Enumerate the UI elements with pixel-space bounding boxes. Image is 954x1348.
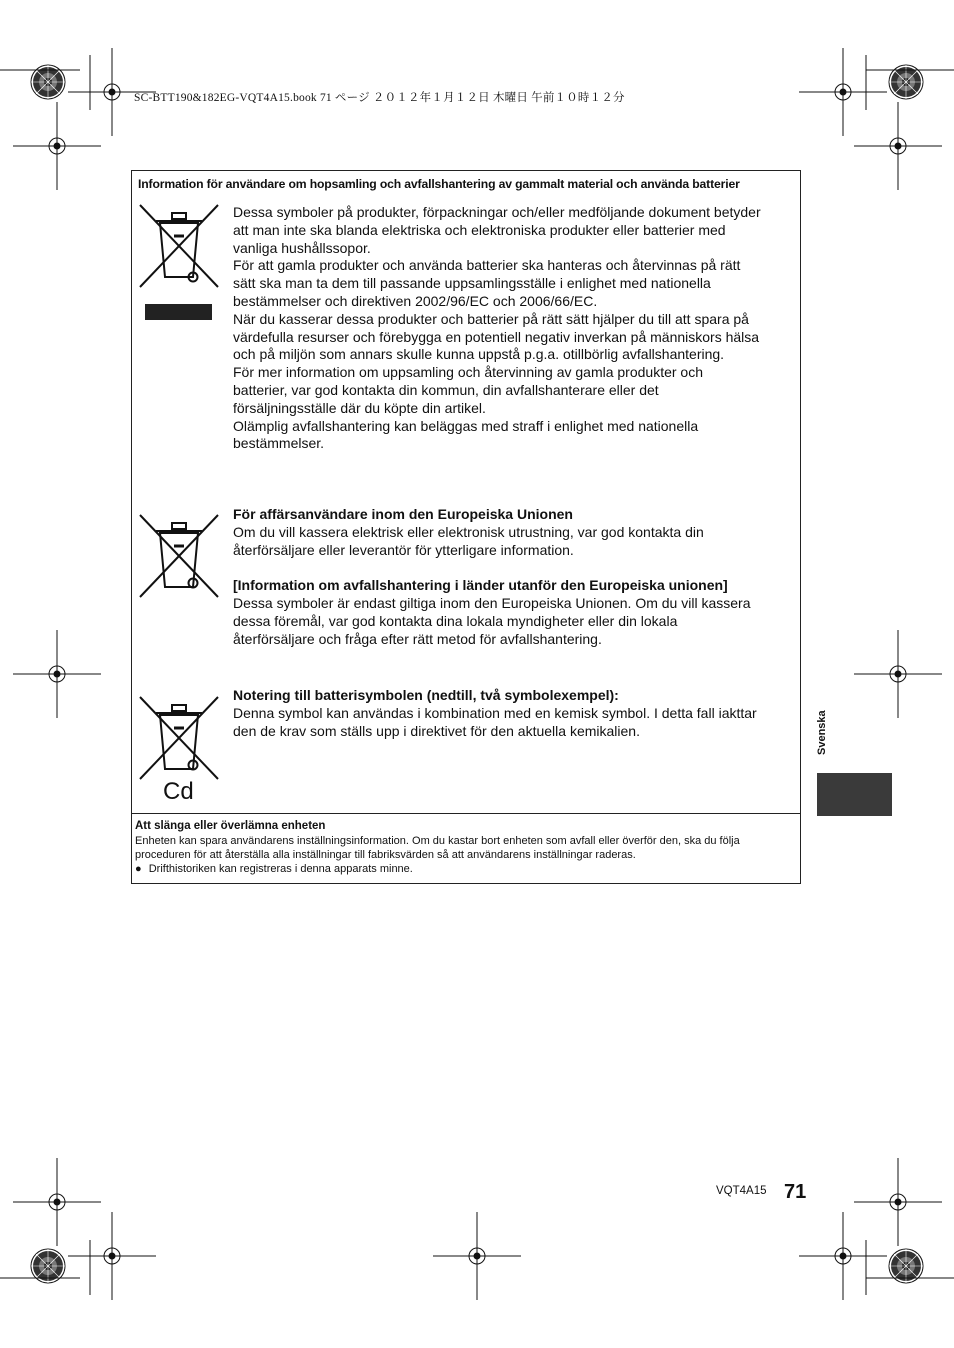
registration-mark-icon [854,102,942,190]
separator-bar [145,304,212,320]
language-label: Svenska [816,710,828,755]
text-line: För mer information om uppsamling och återvinning av gamla produkter och [233,364,704,381]
registration-mark-icon [13,102,101,190]
section2-heading: För affärsanvändare inom den Europeiska Unionen [233,506,573,522]
text-line: sätt ska man ta dem till passande uppsamlingsställe i enlighet med nationella [233,275,711,292]
text-line: Dessa symboler på produkter, förpackningar och/eller medföljande dokument betyder [233,204,761,220]
bullet-icon: ● [135,863,142,875]
text-line: och på miljön som annars skulle kunna uppstå p.g.a. otillbörlig avfallshantering. [233,346,725,363]
print-header-line: SC-BTT190&182EG-VQT4A15.book 71 ページ ２０１２年１月１２日 木曜日 午前１０時１２分 [134,92,625,104]
crossed-out-wheelie-bin-icon [138,695,220,781]
text-line: den de krav som ställs upp i direktivet för den aktuella kemikalien. [233,722,640,739]
text-line: bestämmelser. [233,435,325,452]
text-line: batterier, var god kontakta din kommun, din avfallshanterare eller det [233,381,659,398]
registration-mark-icon [854,1158,942,1246]
text-line: För att gamla produkter och använda batterier ska hanteras och återvinnas på rätt [233,257,741,274]
text-line: Olämplig avfallshantering kan beläggas med straff i enlighet med nationella [233,417,699,434]
registration-mark-icon [13,1158,101,1246]
section2-text [233,506,750,648]
disposal-heading: Att slänga eller överlämna enheten [135,820,326,832]
spacer [233,559,750,577]
crossed-out-wheelie-bin-icon [138,203,220,289]
registration-mark-icon [799,48,887,136]
text-line: Dessa symboler är endast giltiga inom den Europeiska Unionen. Om du vill kassera [233,594,751,611]
section2-heading2: [Information om avfallshantering i länder utanför den Europeiska unionen] [233,577,728,594]
registration-mark-icon [854,630,942,718]
section3-text [233,687,757,740]
text-line: att man inte ska blanda elektriska och elektroniska produkter eller batterier med [233,221,726,238]
disposal-bullet [135,862,413,876]
text-line: försäljningsställe där du köpte din artikel. [233,399,486,416]
page-number: 71 [784,1181,807,1203]
registration-mark-icon [13,630,101,718]
text-line: vanliga hushållssopor. [233,239,371,256]
crossed-out-wheelie-bin-icon [138,513,220,599]
bullet-text: Drifthistoriken kan registreras i denna apparats minne. [148,863,413,875]
info-box-title: Information för användare om hopsamling och avfallshantering av gammalt material och använda batterier [138,177,740,191]
disposal-text: Enheten kan spara användarens inställningsinformation. Om du kastar bort enheten som avfall eller överför den, ska du följa proceduren för att återställa alla inställningar till fabriksvärden så att användarens inställningar raderas. [135,835,740,861]
model-number: VQT4A15 [716,1185,767,1197]
text-line: När du kasserar dessa produkter och batterier på rätt sätt hjälper du till att spara på [233,310,749,327]
text-line: återförsäljare och fråga efter rätt metod för avfallshantering. [233,630,602,647]
box-divider [131,813,801,814]
text-line: värdefulla resurser och förebygga en potentiell negativ inverkan på människors hälsa [233,328,760,345]
registration-mark-icon [799,1212,887,1300]
language-tab [817,773,892,816]
text-line: Denna symbol kan användas i kombination med en kemisk symbol. I detta fall iakttar [233,704,757,721]
section3-heading: Notering till batterisymbolen (nedtill, två symbolexempel): [233,687,619,703]
section1-text [233,204,761,453]
text-line: Om du vill kassera elektrisk eller elektronisk utrustning, var god kontakta din [233,523,704,540]
registration-mark-icon [68,1212,156,1300]
registration-mark-icon [433,1212,521,1300]
chemical-symbol: Cd [163,778,194,805]
text-line: dessa föremål, var god kontakta dina lokala myndigheter eller din lokala [233,612,678,629]
registration-mark-icon [68,48,156,136]
text-line: återförsäljare eller leverantör för ytterligare information. [233,541,574,558]
text-line: bestämmelser och direktiven 2002/96/EC och 2006/66/EC. [233,292,598,309]
